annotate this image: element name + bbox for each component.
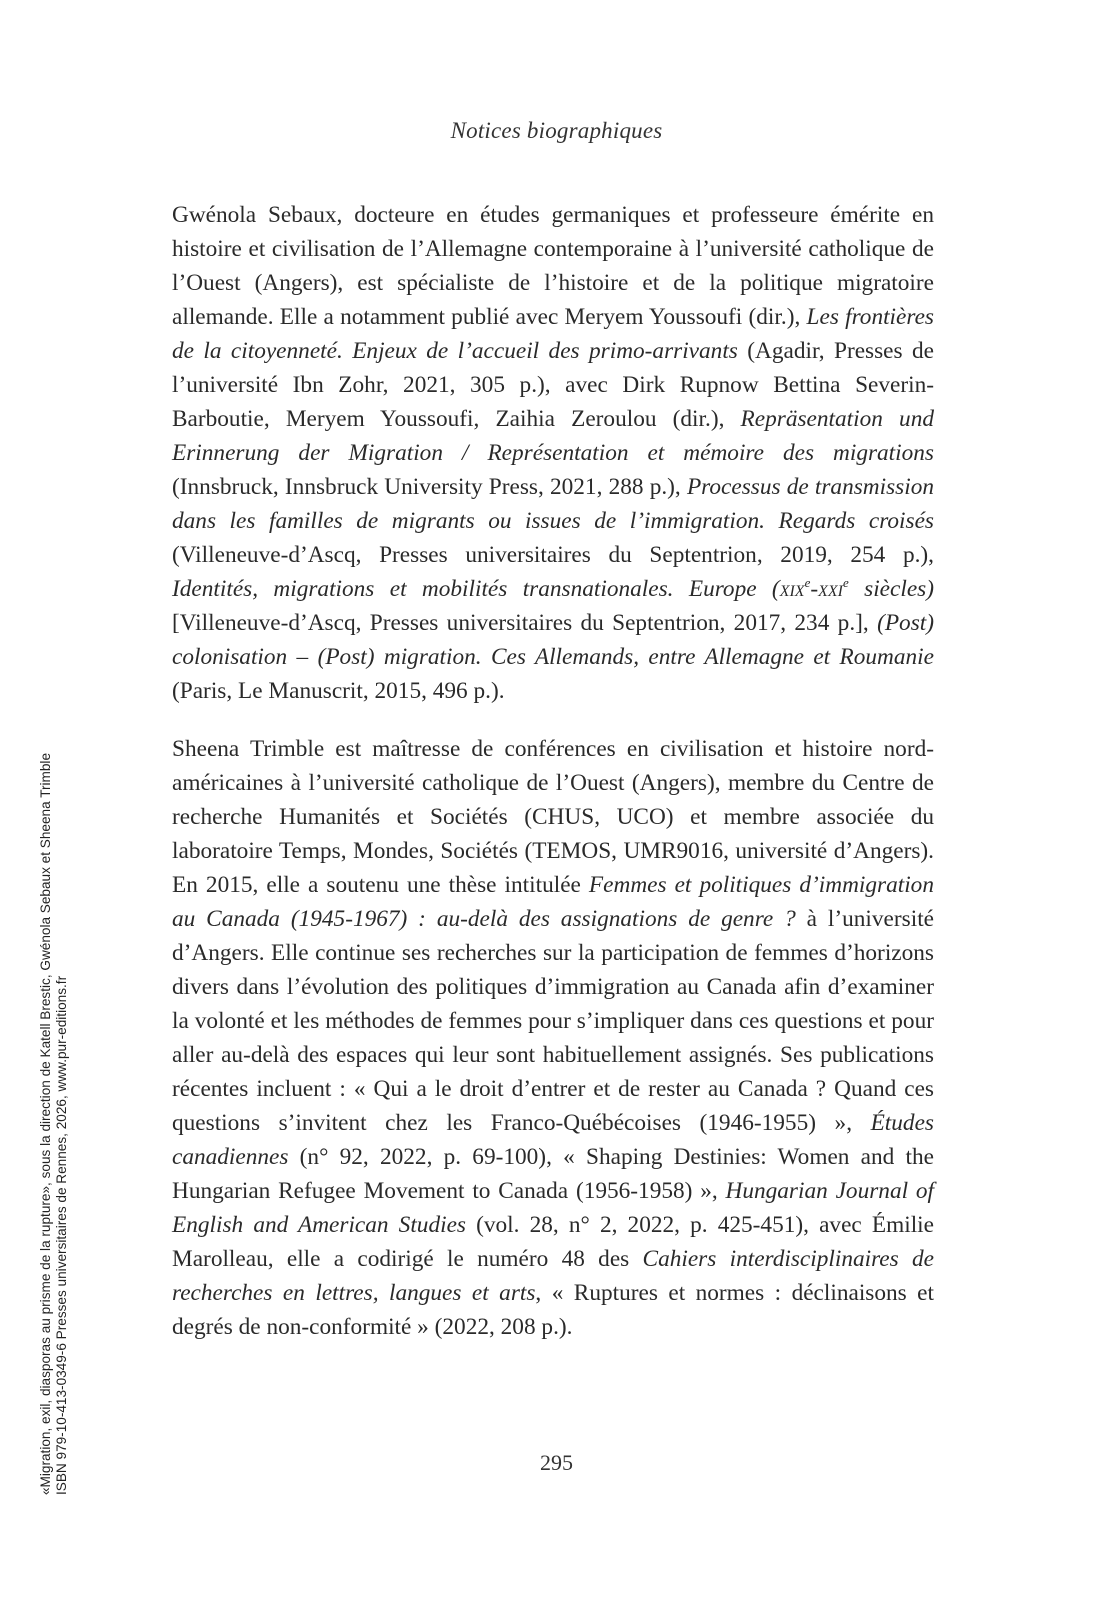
italic-title-segment: e [842,575,849,591]
bio-paragraph-trimble [172,732,934,1344]
text-segment: (n° 92, 2022, p. 69-100), « Shaping Destinies: Women and the Hungarian Refugee Movement to Canada (1956-1958) », [172,1144,934,1204]
text-segment: à l’université d’Angers. Elle continue ses recherches sur la participation de femmes d’horizons divers dans l’évolution des politiques d’immigration au Canada afin d’examiner la volonté et les méthodes de femmes pour s’impliquer dans ces questions et pour aller au-delà des espaces qui leur sont habituellement assignés. Ses publications récentes incluent : « Qui a le droit d’entrer et de rester au Canada ? Quand ces questions s’invitent chez les Franco-Québécoises (1946-1955) », [172,906,935,1136]
side-copyright-note [38,675,70,1495]
italic-title-segment: Les frontières de la citoyenneté. Enjeux de l’accueil des primo-arrivants [172,304,934,364]
side-note-line-2: ISBN 979-10-413-0349-6 Presses universitaires de Rennes, 2026, www.pur-editions.fr [54,975,69,1495]
text-segment: (Agadir, Presses de l’université Ibn Zohr, 2021, 305 p.), avec Dirk Rupnow Bettina Severin-Barboutie, Meryem Youssoufi, Zaihia Zeroulou (dir.), [172,338,934,432]
italic-title-segment: Repräsentation und Erinnerung der Migration / Représentation et mémoire des migrations [172,406,934,466]
body-text [172,198,934,1344]
italic-title-segment: Cahiers interdisciplinaires de recherches en lettres, langues et arts [172,1246,934,1306]
italic-title-segment: e [804,575,811,591]
italic-title-segment: Identités, migrations et mobilités transnationales. Europe ( [172,576,780,602]
side-note-line-1: «Migration, exil, diasporas au prisme de la rupture», sous la direction de Katell Brestic, Gwénola Sebaux et Sheena Trimble [38,752,53,1495]
text-segment: Sheena Trimble est maîtresse de conférences en civilisation et histoire nord-américaines à l’université catholique de l’Ouest (Angers), membre du Centre de recherche Humanités et Sociétés (CHUS, UCO) et membre associée du laboratoire Temps, Mondes, Sociétés (TEMOS, UMR9016, université d’Angers). En 2015, elle a soutenu une thèse intitulée [172,736,934,898]
italic-title-segment: Études canadiennes [172,1110,934,1170]
italic-title-segment: siècles) [848,576,934,602]
text-segment: (vol. 28, n° 2, 2022, p. 425-451), avec Émilie Marolleau, elle a codirigé le numéro 48 des [172,1212,934,1272]
page-number: 295 [540,1450,573,1475]
italic-title-segment: - [810,576,819,602]
italic-title-segment: Processus de transmission dans les familles de migrants ou issues de l’immigration. Regards croisés [172,474,934,534]
text-segment: [Villeneuve-d’Ascq, Presses universitaires du Septentrion, 2017, 234 p.], [172,610,878,636]
italic-title-segment: xxi [818,576,843,602]
italic-title-segment: Hungarian Journal of English and American Studies [172,1178,934,1238]
text-segment: (Paris, Le Manuscrit, 2015, 496 p.). [172,678,505,704]
italic-title-segment: (Post) colonisation – (Post) migration. Ces Allemands, entre Allemagne et Roumanie [172,610,934,670]
running-head: Notices biographiques [450,118,663,143]
text-segment: , « Ruptures et normes : déclinaisons et degrés de non-conformité » (2022, 208 p.). [172,1280,934,1340]
bio-paragraph-sebaux [172,198,934,708]
text-segment: (Villeneuve-d’Ascq, Presses universitaires du Septentrion, 2019, 254 p.), [172,542,934,568]
italic-title-segment: xix [779,576,805,602]
text-segment: (Innsbruck, Innsbruck University Press, 2021, 288 p.), [172,474,687,500]
italic-title-segment: Femmes et politiques d’immigration au Canada (1945-1967) : au-delà des assignations de genre ? [172,872,934,932]
text-segment: Gwénola Sebaux, docteure en études germaniques et professeure émérite en histoire et civilisation de l’Allemagne contemporaine à l’université catholique de l’Ouest (Angers), est spécialiste de l’histoire et de la politique migratoire allemande. Elle a notamment publié avec Meryem Youssoufi (dir.), [172,202,934,330]
